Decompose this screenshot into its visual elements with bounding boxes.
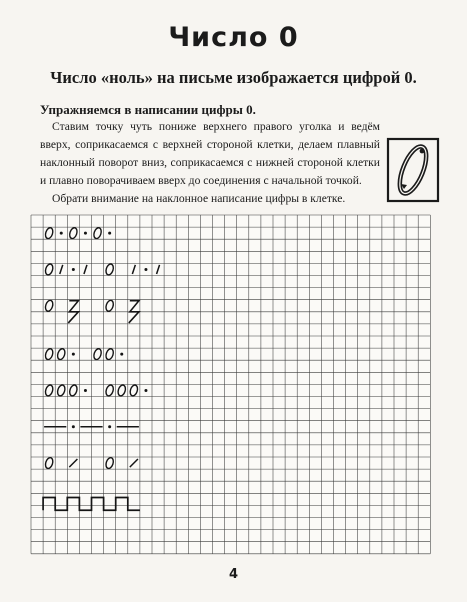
dot-mark	[84, 389, 87, 392]
instruction-paragraph-1: Ставим точку чуть пониже верхнего правого уголка и ведём вверх, соприкасаемся с верхней стороной клетки, делаем плавный наклонный поворот вниз, соприкасаемся с нижней стороной клетки и плавно поворачиваем вверх до соединения с начальной точкой.	[40, 120, 380, 187]
page-number: 4	[228, 567, 239, 582]
dot-mark	[108, 425, 111, 428]
dot-mark	[72, 353, 75, 356]
instructions	[40, 118, 380, 208]
dot-mark	[108, 232, 111, 235]
dot-mark	[60, 232, 63, 235]
dot-mark	[120, 353, 123, 356]
dot-mark	[84, 232, 87, 235]
instruction-paragraph-2: Обрати внимание на наклонное написание цифры в клетке.	[52, 192, 346, 205]
dot-mark	[72, 268, 75, 271]
dot-mark	[144, 268, 147, 271]
dot-mark	[72, 425, 75, 428]
dot-mark	[144, 389, 147, 392]
exercise-heading: Упражняемся в написании цифры 0.	[40, 102, 256, 117]
page-subtitle: Число «ноль» на письме изображается цифрой 0.	[50, 68, 417, 87]
practice-grid	[30, 214, 432, 562]
page-title: Число 0	[168, 22, 299, 53]
zero-writing-direction-icon	[386, 137, 440, 203]
